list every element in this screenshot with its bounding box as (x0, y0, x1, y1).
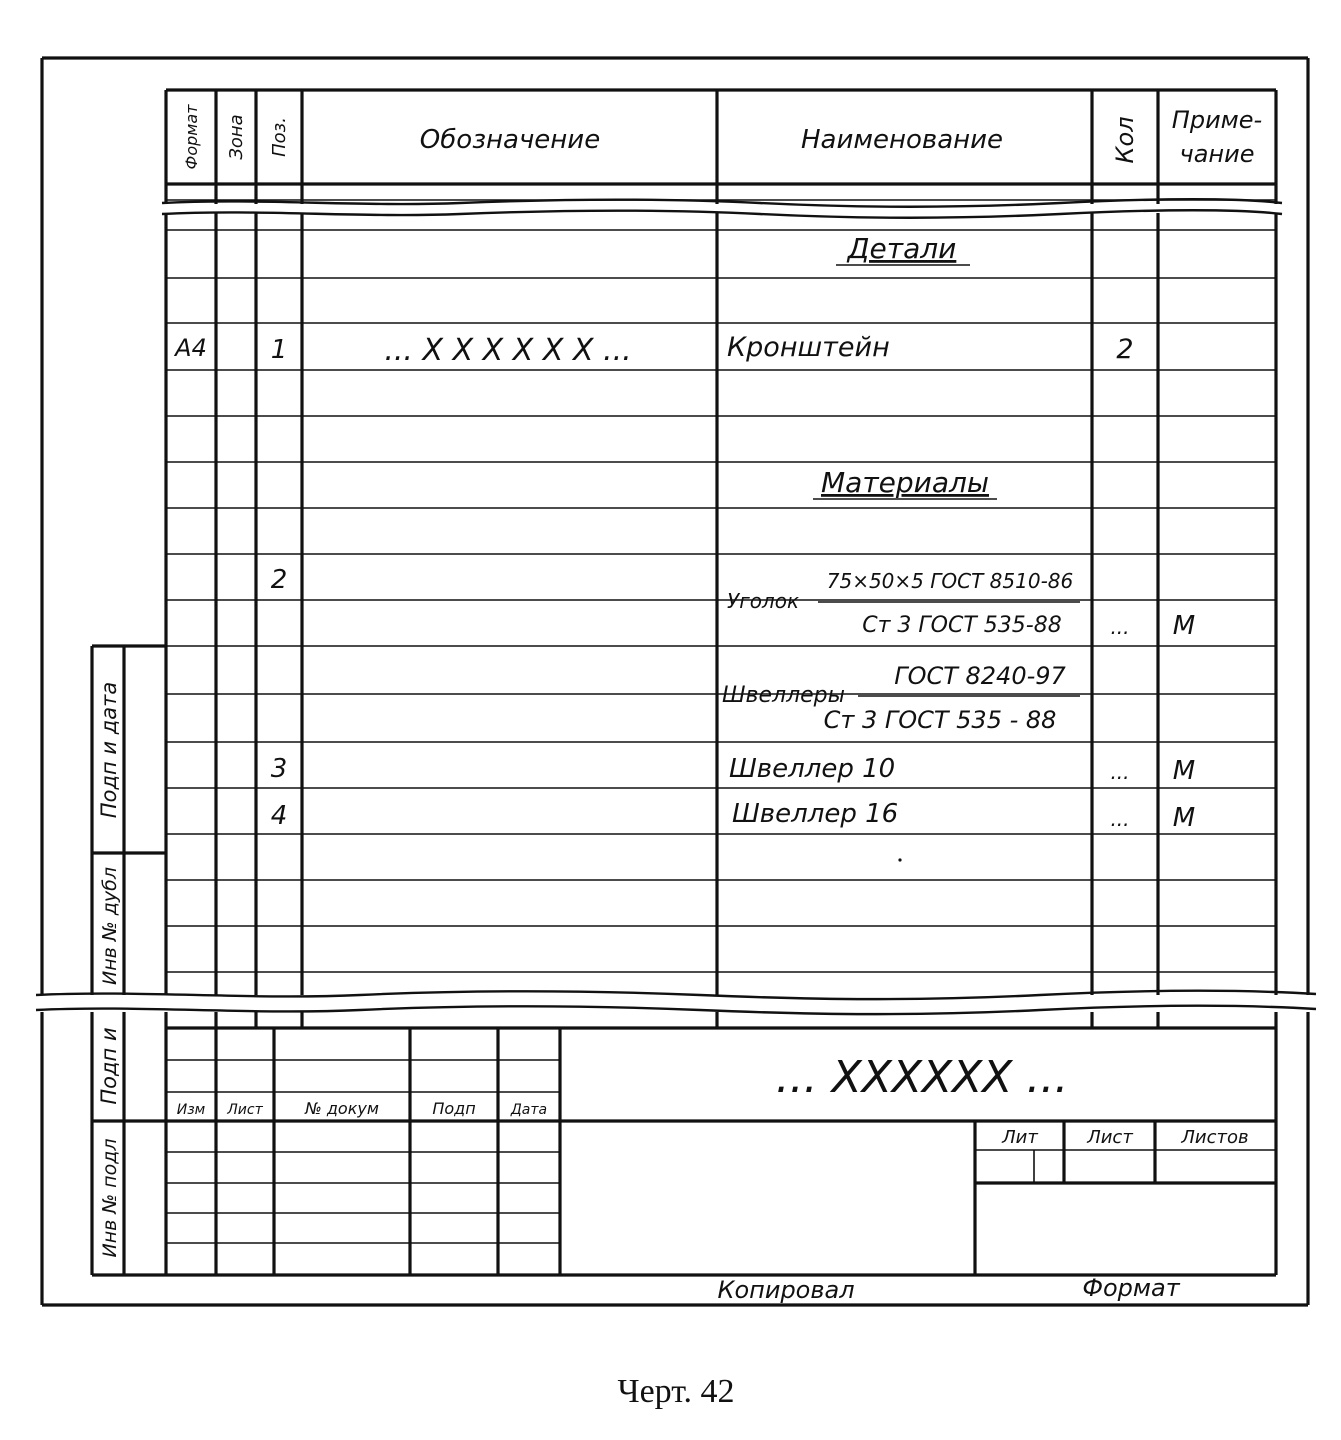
row-angle-name: Уголок (727, 589, 800, 613)
title-block (166, 1028, 1276, 1275)
title-designation: ... XXXXXX ... (775, 1052, 1069, 1103)
row-channel10-note: М (1172, 756, 1196, 786)
row-channels-name: Швеллеры (722, 683, 846, 708)
row-channel10-name: Швеллер 10 (729, 754, 896, 784)
header-format: Формат (182, 104, 201, 170)
header-note-line2: чание (1179, 140, 1255, 168)
row-channel16-name: Швеллер 16 (732, 799, 899, 829)
row-channel10 (271, 754, 1195, 786)
break-line (36, 991, 1316, 1014)
row-angle-note: М (1172, 611, 1196, 641)
footer (717, 1274, 1180, 1304)
row-bracket-designation: ... X X X X X X ... (384, 333, 632, 368)
row-channel10-pos: 3 (270, 754, 288, 784)
row-bracket-name: Кронштейн (727, 332, 890, 363)
row-angle-top: 75×50×5 ГОСТ 8510-86 (826, 569, 1074, 593)
tb-col-sign: Подп (432, 1099, 476, 1118)
row-channel16-note: М (1172, 803, 1196, 833)
row-angle-bottom: Ст 3 ГОСТ 535-88 (862, 613, 1062, 638)
row-channel10-qty: ... (1110, 760, 1130, 784)
header-lines (160, 184, 1285, 218)
row-bracket (173, 332, 1133, 368)
row-channels-top: ГОСТ 8240-97 (894, 662, 1066, 690)
row-lines (166, 230, 1276, 972)
row-angle (271, 565, 1195, 641)
stamp-sign-date-lower: Подп и (97, 1027, 121, 1105)
header-designation: Обозначение (419, 125, 601, 155)
tb-col-sheet: Лист (227, 1102, 263, 1118)
row-bracket-format: А4 (175, 334, 207, 362)
header-zone: Зона (226, 114, 247, 160)
row-angle-pos: 2 (270, 565, 288, 595)
spec-header (182, 104, 1262, 170)
tb-lit: Лит (1002, 1127, 1038, 1148)
row-channels (722, 662, 1080, 734)
section-parts: Детали (847, 232, 957, 265)
footer-copied: Копировал (717, 1276, 855, 1304)
tb-sheets: Листов (1181, 1127, 1249, 1148)
left-stamp-strip (92, 646, 166, 1275)
header-name: Наименование (800, 125, 1004, 155)
row-angle-qty: ... (1110, 615, 1130, 639)
row-channel16-pos: 4 (270, 801, 288, 831)
inner-frame (92, 90, 1276, 1275)
row-bracket-qty: 2 (1116, 334, 1134, 365)
figure-caption: Черт. 42 (617, 1373, 735, 1410)
row-bracket-pos: 1 (270, 335, 288, 365)
stamp-inv-dup: Инв № дубл (99, 867, 121, 985)
stamp-inv-orig: Инв № подл (99, 1138, 121, 1258)
row-channel16-qty: ... (1110, 807, 1130, 831)
header-qty: Кол (1111, 116, 1139, 164)
tb-col-change: Изм (176, 1102, 206, 1118)
header-note-line1: Приме- (1171, 106, 1263, 134)
tb-col-doc: № докум (305, 1099, 379, 1118)
row-channel16 (271, 799, 1195, 862)
footer-format: Формат (1082, 1274, 1180, 1302)
tb-sheet: Лист (1087, 1127, 1133, 1148)
header-pos: Поз. (269, 117, 290, 157)
section-titles (813, 232, 997, 499)
section-materials: Материалы (821, 466, 989, 499)
stamp-sign-date-upper: Подп и дата (97, 681, 121, 819)
tb-col-date: Дата (510, 1102, 548, 1118)
row-channels-bottom: Ст 3 ГОСТ 535 - 88 (823, 706, 1057, 734)
